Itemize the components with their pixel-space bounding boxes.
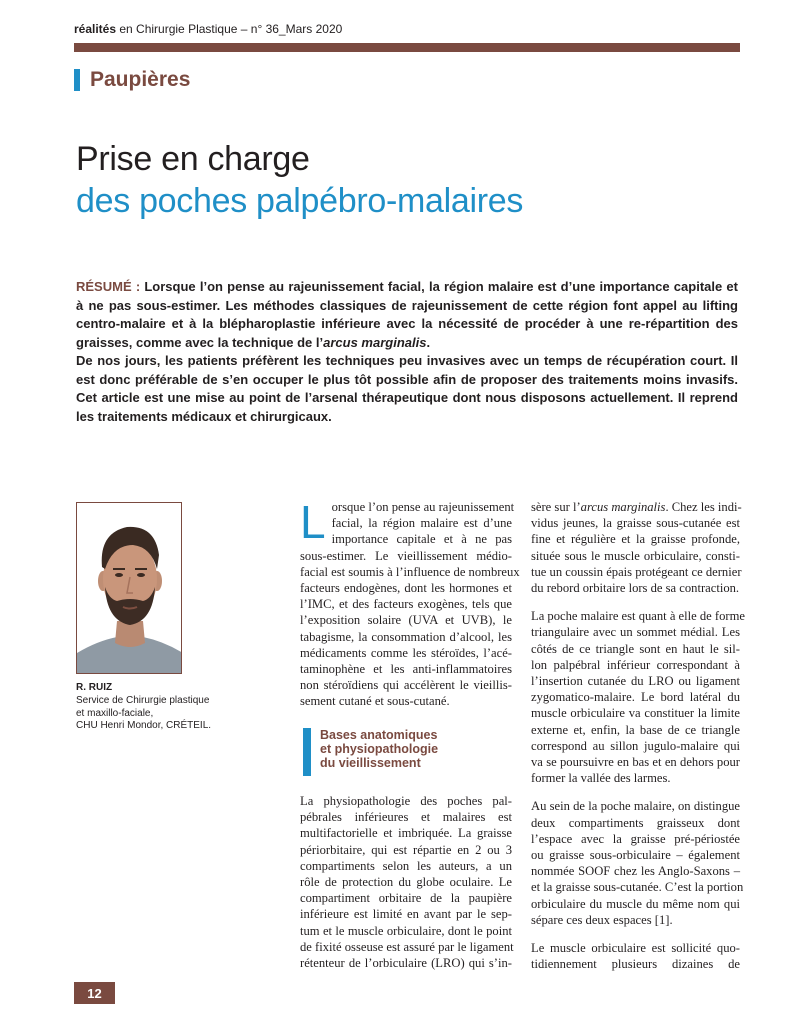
- physiopathology-paragraph: [300, 793, 512, 971]
- abstract-keyword: RÉSUMÉ :: [76, 279, 141, 294]
- text-line: médicaments comme les stéroïdes, l’acé-: [300, 645, 512, 660]
- text-line: [531, 499, 740, 515]
- text-line: l’espace avec la graisse pré-périostée: [531, 831, 740, 846]
- text-line: l’exposition solaire (UVA et UVB), le: [300, 613, 512, 628]
- affil-line: CHU Henri Mondor, CRÉTEIL.: [76, 720, 212, 731]
- text-run: sère sur l’: [531, 500, 581, 514]
- abstract-italic: arcus marginalis: [323, 334, 427, 350]
- continuation-paragraph: [531, 499, 740, 596]
- text-line: deux compartiments graisseux dont: [531, 815, 740, 830]
- abstract-text-end: .: [426, 334, 431, 350]
- dropcap: L: [300, 496, 326, 548]
- text-line: ou graisse sous-orbiculaire – également: [531, 848, 740, 863]
- journal-issue: en Chirurgie Plastique – n° 36_Mars 2020: [116, 22, 343, 36]
- text-line: nommée SOOF chez les Anglo-Saxons –: [531, 864, 740, 879]
- subheading-bar: [303, 728, 311, 776]
- text-line: de fixité osseuse est assuré par le ligament: [300, 939, 514, 954]
- author-portrait-image: [77, 503, 182, 674]
- body-column-1: [300, 496, 520, 722]
- page-number: 12: [74, 982, 115, 1004]
- text-line: taminophène et les anti-inflammatoires: [300, 662, 512, 677]
- text-line: l’insertion cutanée du LRO ou ligament: [531, 674, 740, 689]
- text-line: La poche malaire est quant à elle de forme: [531, 609, 745, 624]
- text-line: correspond au sillon jugulo-malaire qui: [531, 738, 740, 753]
- journal-name: réalités: [74, 22, 117, 36]
- text-line: muscle orbiculaire va constituer la limite: [531, 706, 740, 721]
- abstract: [76, 278, 738, 426]
- text-line: tidiennement plusieurs dizaines de: [531, 957, 740, 972]
- text-line: fine et régulière et la graisse profonde,: [531, 532, 740, 547]
- author-affiliation: [76, 695, 236, 733]
- text-line: tue un coussin épais protégeant ce dernier: [531, 564, 742, 579]
- subheading-line: du vieillissement: [320, 756, 421, 770]
- text-line: lon palpébral inférieur correspondant à: [531, 657, 740, 672]
- text-line: côtés de ce triangle sont en haut le sil-: [531, 641, 740, 656]
- title-line-2: des poches palpébro-malaires: [76, 182, 524, 220]
- orbicular-muscle-paragraph: [531, 940, 740, 972]
- subheading-line: et physiopathologie: [320, 742, 439, 756]
- title-line-1: Prise en charge: [76, 140, 310, 178]
- text-line: triangulaire avec un sommet médial. Les: [531, 625, 740, 640]
- abstract-paragraph-2: De nos jours, les patients préfèrent les techniques peu invasives avec un temps de récupération court. Il est donc préférable de s’en occuper le plus tôt possible afin de proposer des traitements moins invasifs. Cet article est une mise au point de l’arsenal thérapeutique dont nous disposons actuellement. Il reprend les traitements médicaux et chirurgicaux.: [76, 353, 738, 424]
- abstract-text: Lorsque l’on pense au rajeunissement facial, la région malaire est d’une importance capitale et à ne pas sous-estimer. Les méthodes classiques de rajeunissement de cette région font appel au lifting centro-malaire et à la blépharoplastie inférieure avec la nécessité de procéder à une re-répartition des graisses, comme avec la technique de l’: [76, 279, 738, 350]
- header-rule: [74, 43, 740, 52]
- text-line: Le muscle orbiculaire est sollicité quo-: [531, 941, 740, 956]
- text-line: périorbitaire, qui est répartie en 2 ou 3: [300, 842, 512, 857]
- text-line: zygomatico-malaire. Le bord latéral du: [531, 690, 740, 705]
- section-bar: [74, 69, 80, 91]
- text-line: multifactorielle et imbriquée. La graisse: [300, 826, 512, 841]
- author-name: R. RUIZ: [76, 682, 113, 693]
- text-line: facial, la région malaire est d’une: [331, 516, 512, 531]
- malar-pouch-paragraph: [531, 608, 745, 786]
- text-line: Au sein de la poche malaire, on distingue: [531, 799, 740, 814]
- text-line: tum et le muscle orbiculaire, dont le point: [300, 923, 512, 938]
- fat-compartments-paragraph: [531, 798, 744, 928]
- text-line: former la vallée des larmes.: [531, 771, 671, 786]
- journal-header: [74, 22, 342, 36]
- text-run: . Chez les indi-: [665, 500, 742, 514]
- body-column-2: [531, 499, 745, 984]
- text-line: pébrales inférieures et malaires est: [300, 810, 512, 825]
- text-line: facial est soumis à l’influence de nombreux: [300, 564, 520, 579]
- text-line: importance capitale et à ne pas: [331, 532, 512, 547]
- abstract-paragraph-1: [76, 278, 738, 352]
- text-line: rôle de protection du globe oculaire. Le: [300, 875, 512, 890]
- affil-line: Service de Chirurgie plastique: [76, 695, 210, 706]
- text-line: externe et, enfin, la base de ce triangle: [531, 722, 740, 737]
- text-line: sement cutané et sous-cutané.: [300, 694, 450, 709]
- affil-line: et maxillo-faciale,: [76, 707, 154, 719]
- text-line: La physiopathologie des poches pal-: [300, 794, 512, 808]
- text-line: orsque l’on pense au rajeunissement: [331, 500, 515, 514]
- text-line: rétenteur de l’orbiculaire (LRO) qui s’in-: [300, 956, 512, 971]
- author-photo: [76, 502, 182, 674]
- text-line: située sous le muscle orbiculaire, consti-: [531, 548, 740, 563]
- italic-term: arcus marginalis: [580, 500, 666, 514]
- text-line: tabagisme, la consommation d’alcool, les: [300, 629, 512, 644]
- section-label: Paupières: [90, 68, 191, 91]
- text-line: du rebord orbitaire lors de sa contraction.: [531, 581, 740, 596]
- text-line: sépare ces deux espaces [1].: [531, 912, 673, 927]
- text-line: et la graisse sous-cutanée. C’est la portion: [531, 880, 744, 895]
- subheading: [303, 728, 438, 776]
- text-line: orbiculaire du muscle du même nom qui: [531, 896, 740, 911]
- subheading-line: Bases anatomiques: [320, 728, 438, 742]
- text-line: va se poursuivre en bas et en dehors pour: [531, 755, 740, 770]
- text-line: sous-estimer. Le vieillissement médio-: [300, 548, 512, 563]
- text-line: compartiments selon les auteurs, a un: [300, 858, 512, 873]
- text-line: compartiment orbitaire de la paupière: [300, 891, 512, 906]
- text-line: vidus jeunes, la graisse sous-cutanée est: [531, 516, 740, 531]
- text-line: l’IMC, et des facteurs exogènes, tels que: [300, 597, 512, 612]
- text-line: facteurs endogènes, dont les hormones et: [300, 581, 512, 596]
- subheading-text: [320, 728, 438, 776]
- text-line: non stéroïdiens qui accélèrent le vieillis-: [300, 678, 512, 693]
- body-column-1-lower: [300, 793, 512, 983]
- intro-paragraph: [300, 496, 520, 710]
- text-line: inférieure est limité en avant par le sep-: [300, 907, 512, 922]
- section-tag: [74, 68, 190, 92]
